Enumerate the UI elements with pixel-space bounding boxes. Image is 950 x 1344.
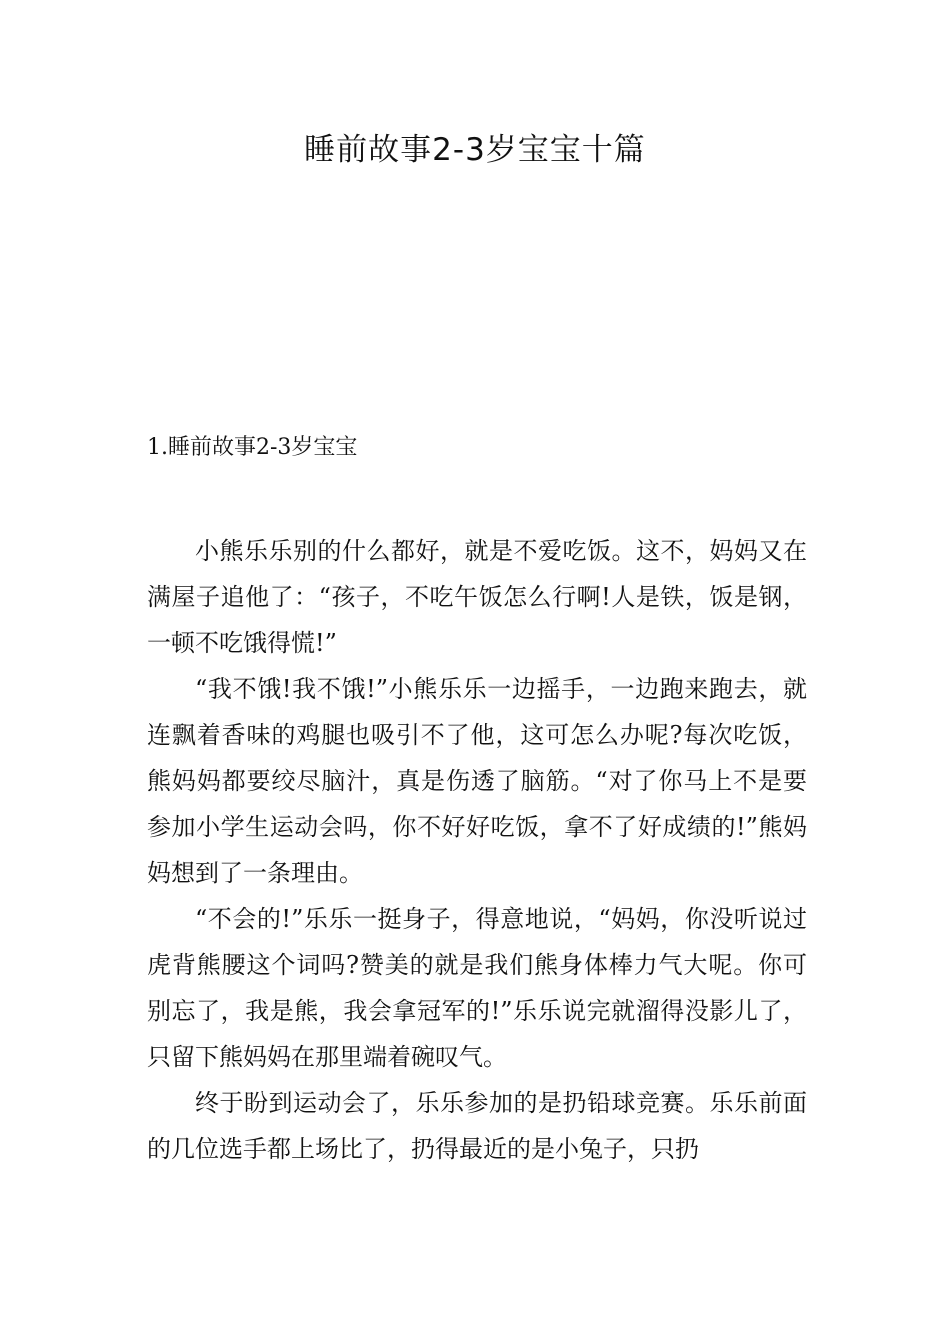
section-heading: 1.睡前故事2-3岁宝宝 [147,435,358,460]
paragraph: “我不饿!我不饿!”小熊乐乐一边摇手，一边跑来跑去，就连飘着香味的鸡腿也吸引不了他，这可怎么办呢?每次吃饭，熊妈妈都要绞尽脑汁，真是伤透了脑筋。“对了你马上不是要参加小学生运动会吗，你不好好吃饭，拿不了好成绩的!”熊妈妈想到了一条理由。 [147,675,807,887]
paragraph: “不会的!”乐乐一挺身子，得意地说，“妈妈，你没听说过虎背熊腰这个词吗?赞美的就是我们熊身体棒力气大呢。你可别忘了，我是熊，我会拿冠军的!”乐乐说完就溜得没影儿了，只留下熊妈妈在那里端着碗叹气。 [147,905,807,1071]
story-body [147,528,807,1172]
paragraph: 终于盼到运动会了，乐乐参加的是扔铅球竞赛。乐乐前面的几位选手都上场比了，扔得最近的是小兔子，只扔 [147,1089,807,1163]
paragraph: 小熊乐乐别的什么都好，就是不爱吃饭。这不，妈妈又在满屋子追他了：“孩子，不吃午饭怎么行啊!人是铁，饭是钢，一顿不吃饿得慌!” [147,537,807,657]
document-title: 睡前故事2-3岁宝宝十篇 [304,132,646,168]
